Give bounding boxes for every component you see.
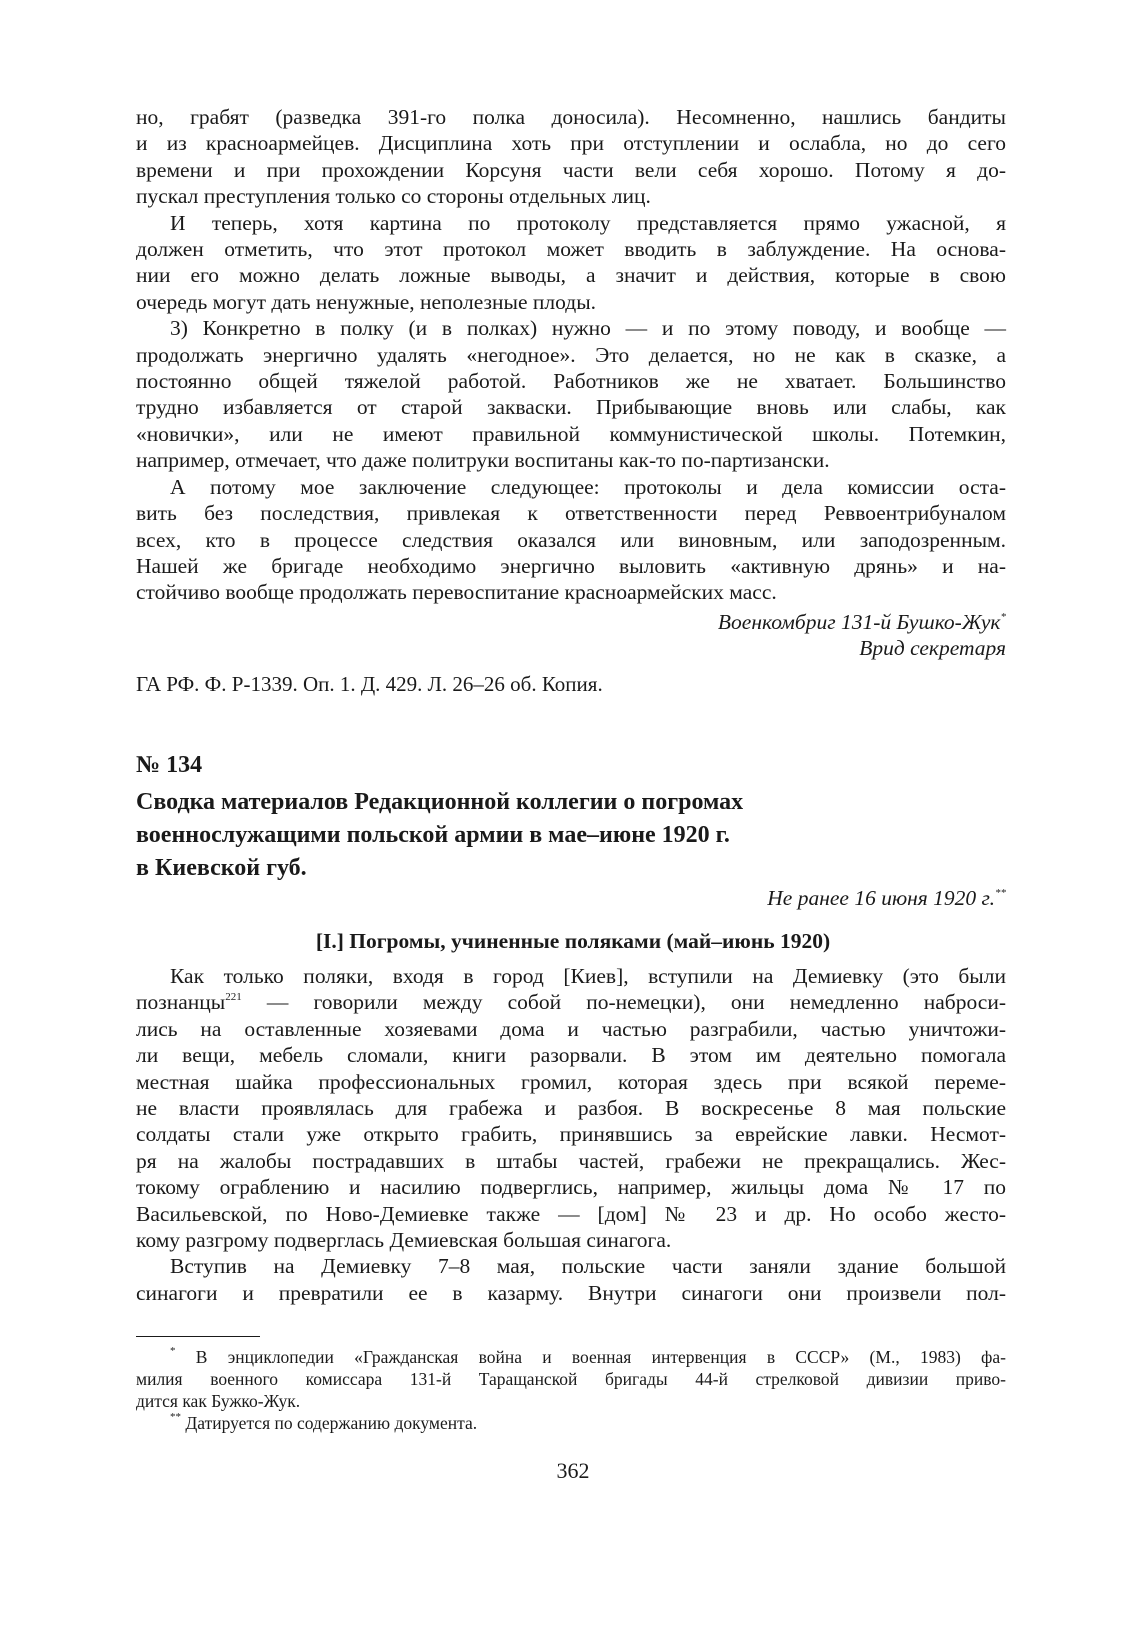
text-line: Вступив на Демиевку 7–8 мая, польские части заняли здание большой xyxy=(170,1254,1006,1279)
text-line: солдаты стали уже открыто грабить, принявшись за еврейские лавки. Несмот- xyxy=(136,1122,1006,1147)
text-fragment: В энциклопедии «Гражданская война и военная интервенция в СССР» (М., 1983) фа- xyxy=(175,1347,1006,1367)
text-line: нии его можно делать ложные выводы, а значит и действия, которые в свою xyxy=(136,263,1006,288)
signature-line-1 xyxy=(718,609,1006,635)
text-line: пускал преступления только со стороны отдельных лиц. xyxy=(136,184,651,209)
text-line: кому разгрому подверглась Демиевская большая синагога. xyxy=(136,1228,672,1253)
text-line: местная шайка профессиональных громил, которая здесь при всякой переме- xyxy=(136,1069,1006,1094)
text-line: стойчиво вообще продолжать перевоспитание красноармейских масс. xyxy=(136,580,777,605)
footnote-mark: ** xyxy=(995,887,1006,899)
text-line: очередь могут дать ненужные, неполезные плоды. xyxy=(136,289,597,314)
text-fragment: — говорили между собой по-немецки), они немедленно наброси- xyxy=(241,990,1006,1015)
signature-block xyxy=(718,609,1006,661)
footnotes xyxy=(136,1346,1006,1434)
footnote-mark: ** xyxy=(170,1411,181,1423)
text-line: и из красноармейцев. Дисциплина хоть при отступлении и ослабла, но до сего xyxy=(136,131,1006,156)
text-line: всех, кто в процессе следствия оказался или виновным, или заподозренным. xyxy=(136,527,1006,552)
text-line: А потому мое заключение следующее: протоколы и дела комиссии оста- xyxy=(170,474,1006,499)
text-line: постоянно общей тяжелой работой. Работников же не хватает. Большинство xyxy=(136,369,1006,394)
text-line: например, отмечает, что даже политруки воспитаны как-то по-партизански. xyxy=(136,448,830,473)
text-line: продолжать энергично удалять «негодное». Это делается, но не как в сказке, а xyxy=(136,342,1006,367)
text-line: трудно избавляется от старой закваски. Прибывающие вновь или слабы, как xyxy=(136,395,1006,420)
text-line: Нашей же бригаде необходимо энергично выловить «активную дрянь» и на- xyxy=(136,553,1006,578)
document-number: № 134 xyxy=(136,752,203,778)
signature-line-2: Врид секретаря xyxy=(859,636,1006,660)
section-text xyxy=(136,963,1006,1306)
title-line: в Киевской губ. xyxy=(136,855,307,881)
text-line: ли вещи, мебель сломали, книги разорвали. В этом им деятельно помогала xyxy=(136,1043,1006,1068)
text-fragment: познанцы xyxy=(136,990,226,1015)
footnote-mark: * xyxy=(1000,611,1006,623)
title-line: Сводка материалов Редакционной коллегии о погромах xyxy=(136,789,744,815)
text-line: должен отметить, что этот протокол может вводить в заблуждение. На основа- xyxy=(136,237,1006,262)
section-title: [I.] Погромы, учиненные поляками (май–июнь 1920) xyxy=(315,929,831,953)
document-title xyxy=(136,786,996,885)
text-line: И теперь, хотя картина по протоколу представляется прямо ужасной, я xyxy=(170,210,1006,235)
footnote-mark: * xyxy=(170,1345,176,1357)
footnote-divider xyxy=(136,1336,260,1337)
page-number: 362 xyxy=(556,1458,590,1483)
document-date xyxy=(767,886,1006,911)
signature-name: Военкомбриг 131-й Бушко-Жук xyxy=(717,610,1001,634)
text-line: токому ограблению и насилию подверглись, например, жильцы дома № 17 по xyxy=(136,1175,1006,1200)
text-line: Васильевской, по Ново-Демиевке также — [дом] № 23 и др. Но особо жесто- xyxy=(136,1201,1006,1226)
text-line xyxy=(136,1346,1006,1368)
endnote-ref: 221 xyxy=(225,991,242,1004)
footnote-2 xyxy=(136,1412,1006,1434)
text-line: но, грабят (разведка 391-го полка доносила). Несомненно, нашлись бандиты xyxy=(136,105,1006,129)
text-line: синагоги и превратили ее в казарму. Внутри синагоги они произвели пол- xyxy=(136,1280,1006,1305)
continuation-text xyxy=(136,104,1006,606)
text-line: милия военного комиссара 131-й Таращанской бригады 44-й стрелковой дивизии приво- xyxy=(136,1369,1006,1389)
text-line: Как только поляки, входя в город [Киев], вступили на Демиевку (это были xyxy=(170,964,1006,988)
text-line: дится как Бужко-Жук. xyxy=(136,1391,301,1411)
title-line: военнослужащими польской армии в мае–июне 1920 г. xyxy=(136,822,730,848)
text-line: не власти проявлялась для грабежа и разбоя. В воскресенье 8 мая польские xyxy=(136,1096,1006,1121)
text-line xyxy=(136,1412,1006,1434)
text-line: лись на оставленные хозяевами дома и частью разграбили, частью уничтожи- xyxy=(136,1016,1006,1041)
text-line: ря на жалобы пострадавших в штабы частей, грабежи не прекращались. Жес- xyxy=(136,1148,1006,1173)
text-line: вить без последствия, привлекая к ответственности перед Реввоентрибуналом xyxy=(136,501,1006,526)
footnote-1 xyxy=(136,1346,1006,1412)
text-line: «новички», или не имеют правильной коммунистической школы. Потемкин, xyxy=(136,421,1006,446)
text-fragment: Датируется по содержанию документа. xyxy=(181,1413,478,1433)
text-line: времени и при прохождении Корсуня части вели себя хорошо. Потому я до- xyxy=(136,157,1006,182)
date-text: Не ранее 16 июня 1920 г. xyxy=(767,886,995,910)
text-line xyxy=(136,989,1006,1015)
archive-reference: ГА РФ. Ф. Р-1339. Оп. 1. Д. 429. Л. 26–26 об. Копия. xyxy=(136,672,603,696)
text-line: 3) Конкретно в полку (и в полках) нужно — и по этому поводу, и вообще — xyxy=(170,316,1006,341)
